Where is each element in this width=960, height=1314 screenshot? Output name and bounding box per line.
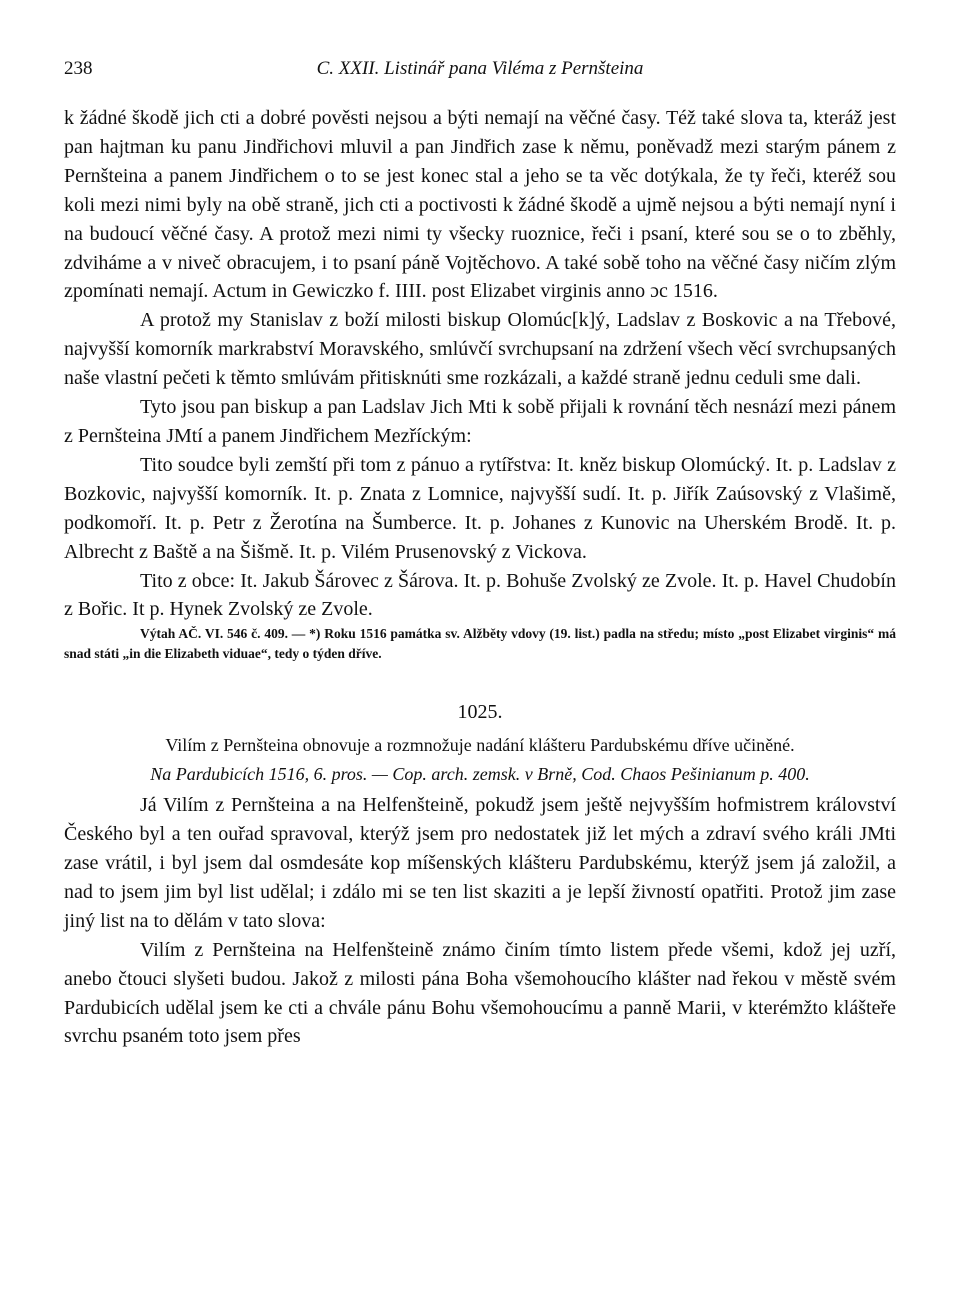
paragraph: A protož my Stanislav z boží milosti biskup Olomúc[k]ý, Ladslav z Boskovic a na Třebové, najvyšší komorník markrabství Moravského, smlúvčí svrchupsaní na zdržení všech věcí svrchupsaných naše vlastní pečeti k těmto smlúvám přitisknúti sme rozkázali, a každé straně jednu ceduli sme dali. bbox=[64, 309, 896, 390]
footnote: Výtah AČ. VI. 546 č. 409. — *) Roku 1516 památka sv. Alžběty vdovy (19. list.) padla na středu; místo „post Elizabet virginis“ má snad státi „in die Elizabeth viduae“, tedy o týden dříve. bbox=[64, 626, 896, 662]
paragraph: Tito soudce byli zemští při tom z pánuo a rytířstva: It. kněz biskup Olomúcký. It. p. Ladslav z Bozkovic, najvyšší komorník. It. p. Znata z Lomnice, najvyšší sudí. It. p. Jiřík Zaúsovský z Vlašimě, podkomoří. It. p. Petr z Žerotína na Šumberce. It. p. Johanes z Kunovic na Uherském Brodě. It. p. Albrecht z Baště a na Šišmě. It. p. Vilém Prusenovský z Vickova. bbox=[64, 453, 896, 563]
running-header bbox=[64, 58, 896, 86]
document-regest: Vilím z Pernšteina obnovuje a rozmnožuje nadání klášteru Pardubskému dříve učiněné. bbox=[165, 735, 795, 756]
paragraph: Tito z obce: It. Jakub Šárovec z Šárova. It. p. Bohuše Zvolský ze Zvole. It. p. Havel Chudobín z Bořic. It p. Hynek Zvolský ze Zvole. bbox=[64, 569, 896, 621]
page-body bbox=[64, 104, 896, 1051]
document-number: 1025. bbox=[457, 701, 503, 724]
paragraph: Vilím z Pernšteina na Helfenšteině známo činím tímto listem přede všemi, kdož jej uzří, anebo čtouci slyšeti budou. Jakož z milosti pána Boha všemohoucího klášter nad řekou v městě svém Pardubicích udělal jsem ke cti a chvále pánu Bohu všemohoucímu a panně Marii, v kterémžto klášteře svrchu psaném toto jsem přes bbox=[64, 938, 896, 1048]
running-title: C. XXII. Listinář pana Viléma z Pernšteina bbox=[316, 58, 644, 79]
paragraph: k žádné škodě jich cti a dobré pověsti nejsou a býti nemají na věčné časy. Též také slova ta, kteráž jest pan hajtman ku panu Jindřichovi mluvil a pan Jindřich zase k němu, poněvadž mezi starým pánem z Pernšteina a panem Jindřichem o to se jest konec stal a jeho se ta věc dotýkala, že ty řeči, kteréž sou koli mezi nimi byly na obě straně, jich cti a poctivosti k žádné škodě a ujmě nejsou a býti nemají nyní i na budoucí věčné časy. A protož mezi nimi ty všecky ruoznice, řeči i psaní, které sou se o to zběhly, zdviháme a v niveč obracujem, i to psaní páně Vojtěchovo. A také sobě toho na věčné časy ničím zlým zpomínati nemají. Actum in Gewiczko f. IIII. post Elizabet virginis anno ɔc 1516. bbox=[64, 107, 896, 303]
paragraph: Tyto jsou pan biskup a pan Ladslav Jich Mti k sobě přijali k rovnání těch nesnází mezi pánem z Pernšteina JMtí a panem Jindřichem Mezříckým: bbox=[64, 396, 896, 447]
page-number: 238 bbox=[64, 58, 93, 79]
document-source: Na Pardubicích 1516, 6. pros. — Cop. arch. zemsk. v Brně, Cod. Chaos Pešinianum p. 400. bbox=[150, 764, 810, 785]
paragraph: Já Vilím z Pernšteina a na Helfenšteině, pokudž jsem ještě nejvyšším hofmistrem království Českého byl a ten ouřad spravoval, kterýž jsem pro nedostatek již let mých a zdraví svého králi JMti zase vrátil, i byl jsem dal osmdesáte kop míšenských klášteru Pardubskému, kterýž jsem já založil, a nad to jsem jim byl list udělal; i zdálo mi se ten list skaziti a je lepší živností opatřiti. Protož jim zase jiný list na to dělám v tato slova: bbox=[64, 794, 896, 932]
